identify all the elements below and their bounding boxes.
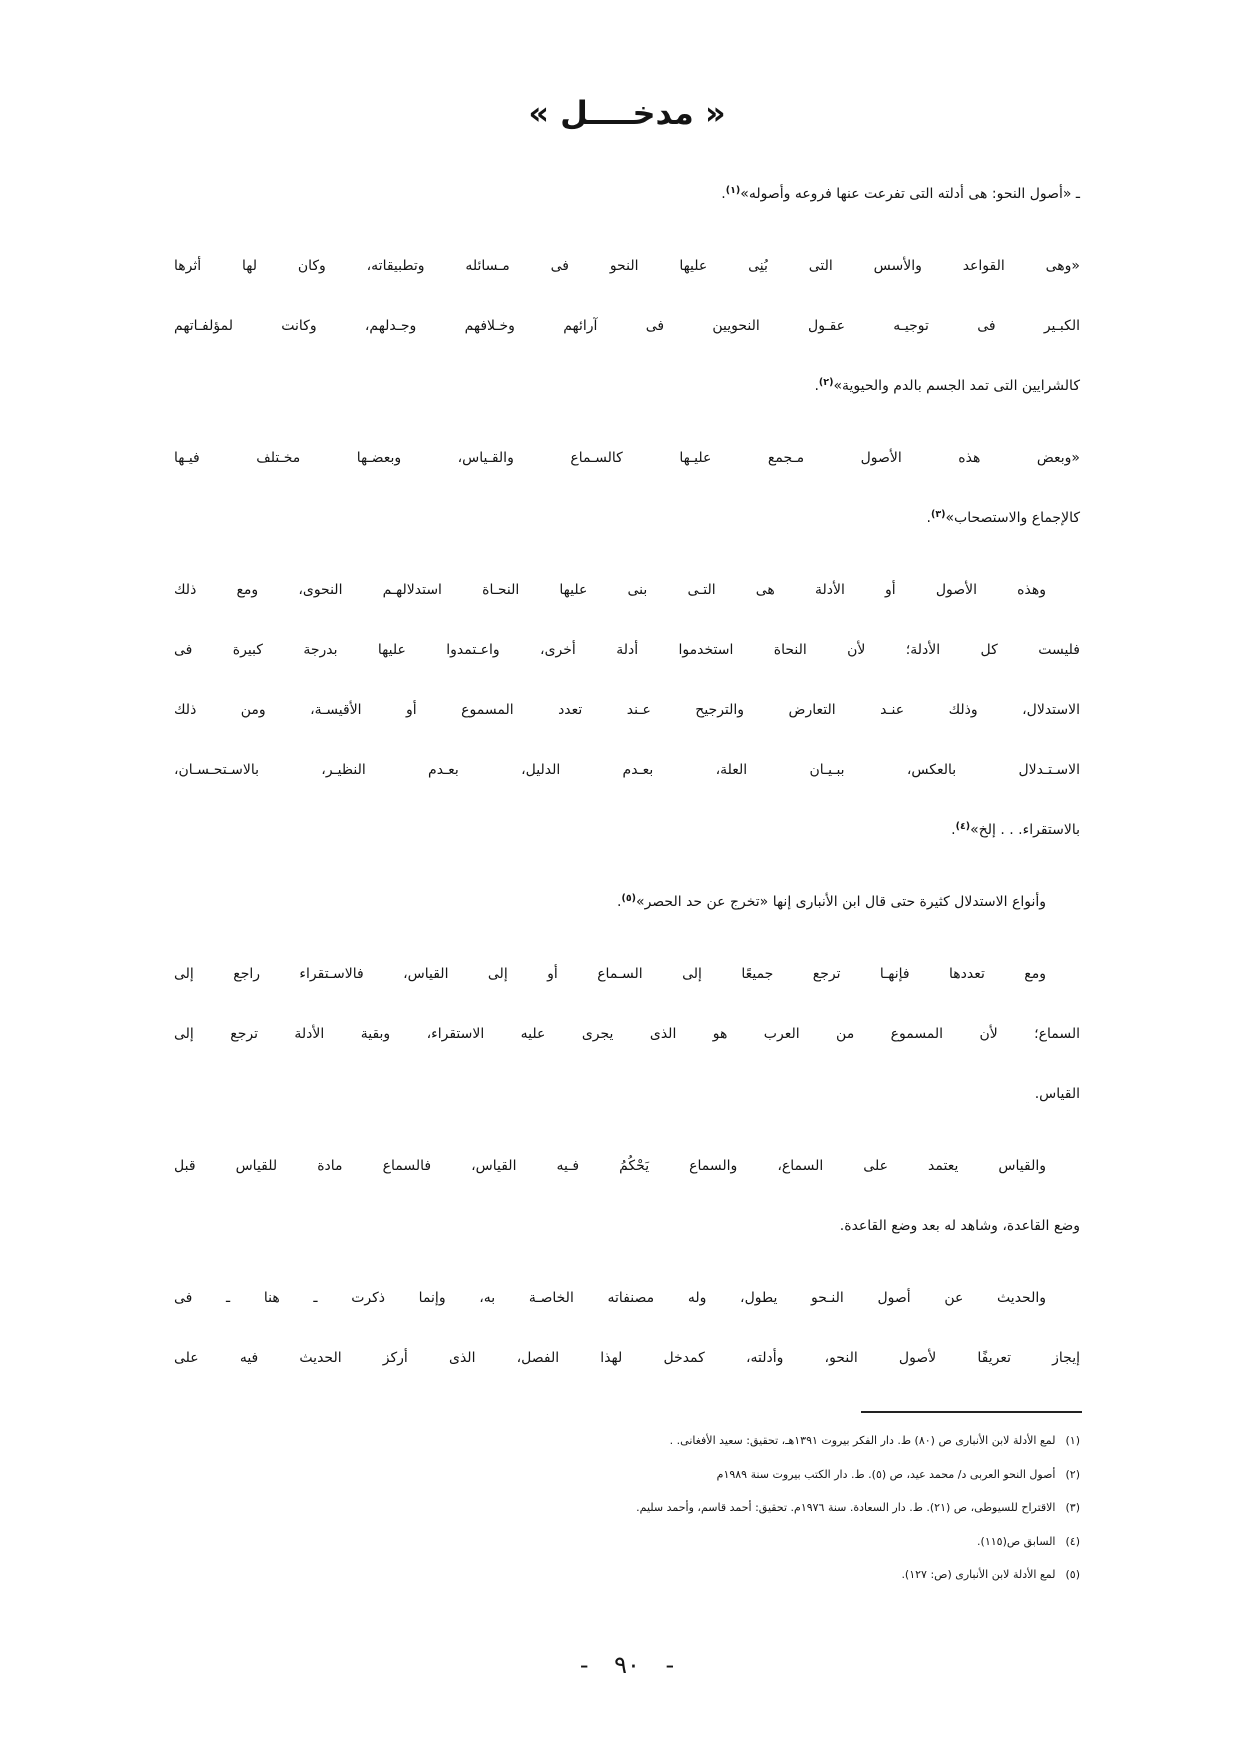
text-line: [174, 428, 1080, 488]
footnote: [174, 1491, 1080, 1525]
line-text: الكبـير فى توجيـه عقـول النحويين فى آرائهم وخـلافهم وجـدلهم، وكانت لمؤلفـاتهم: [174, 318, 1080, 334]
line-punctuation: .: [814, 378, 819, 394]
page-number: - ٩٠ -: [579, 1651, 675, 1679]
footnote-number: (٣): [1065, 1501, 1080, 1514]
footnote: [174, 1525, 1080, 1559]
line-text: بالاستقراء. . . إلخ»: [970, 822, 1080, 838]
paragraph: [174, 236, 1080, 416]
footnote-ref: (١): [725, 184, 741, 196]
footnote-text: لمع الأدلة لابن الأنبارى ص (٨٠) ط. دار الفكر بيروت ١٣٩١هـ، تحقيق: سعيد الأفغانى. .: [669, 1434, 1056, 1447]
text-line: [174, 1268, 1080, 1328]
line-text: السماع؛ لأن المسموع من العرب هو الذى يجرى عليه الاستقراء، وبقية الأدلة ترجع إلى: [174, 1026, 1080, 1042]
paragraph: [174, 1136, 1080, 1256]
line-text: «وهى القواعد والأسس التى بُنِى عليها النحو فى مـسائله وتطبيقاته، وكان لها أثرها: [174, 258, 1080, 274]
paragraph: [174, 560, 1080, 860]
line-text: وأنواع الاستدلال كثيرة حتى قال ابن الأنبارى إنها «تخرج عن حد الحصر»: [636, 894, 1046, 910]
line-text: وضع القاعدة، وشاهد له بعد وضع القاعدة.: [839, 1218, 1080, 1234]
text-line: [174, 680, 1080, 740]
text-line: [174, 1004, 1080, 1064]
footnote-text: أصول النحو العربى د/ محمد عيد، ص (٥). ط. دار الكتب بيروت سنة ١٩٨٩م: [716, 1467, 1056, 1481]
footnote-number: (٤): [1065, 1534, 1080, 1548]
line-text: ومع تعددها فإنهـا ترجع جميعًا إلى السـماع أو إلى القياس، فالاسـتقراء راجع إلى: [174, 966, 1046, 982]
footnote-number: (١): [1065, 1434, 1080, 1447]
footnote-ref: (٥): [621, 892, 636, 904]
footnote: [174, 1458, 1080, 1492]
line-text: كالشرايين التى تمد الجسم بالدم والحيوية»: [833, 378, 1080, 394]
line-punctuation: .: [951, 822, 956, 838]
text-line: [174, 560, 1080, 620]
line-punctuation: .: [926, 510, 931, 526]
body-text: [174, 164, 1080, 1388]
paragraph: [174, 872, 1080, 932]
line-text: الاستدلال، وذلك عنـد التعارض والترجيح عـند تعدد المسموع أو الأقيسـة، ومن ذلك: [174, 702, 1080, 718]
footnote-ref: (٢): [818, 376, 834, 388]
text-line: [174, 944, 1080, 1004]
text-line: [174, 236, 1080, 296]
text-line: [174, 296, 1080, 356]
text-line: [174, 872, 1080, 932]
footnote-ref: (٤): [955, 820, 971, 832]
text-line: [174, 1136, 1080, 1196]
line-text: كالإجماع والاستصحاب»: [945, 510, 1080, 526]
line-text: إيجاز تعريفًا لأصول النحو، وأدلته، كمدخل لهذا الفصل، الذى أركز الحديث فيه على: [174, 1350, 1080, 1366]
line-text: فليست كل الأدلة؛ لأن النحاة استخدموا أدلة أخرى، واعـتمدوا عليها بدرجة كبيرة فى: [174, 642, 1080, 658]
footnote-text: السابق ص(١١٥).: [977, 1534, 1056, 1548]
footnote: [174, 1558, 1080, 1592]
line-text: وهذه الأصول أو الأدلة هى التـى بنى عليها النحـاة استدلالهـم النحوى، ومع ذلك: [174, 582, 1046, 598]
paragraph: [174, 1268, 1080, 1388]
text-line: [174, 1064, 1080, 1124]
footnote: [174, 1424, 1080, 1458]
page-title: « مدخــــل »: [528, 94, 726, 132]
text-line: [174, 164, 1080, 224]
line-text: ـ «أصول النحو: هى أدلته التى تفرعت عنها فروعه وأصوله»: [740, 186, 1080, 202]
line-text: والقياس يعتمد على السماع، والسماع يَحْكُمُ فـيه القياس، فالسماع مادة للقياس قبل: [174, 1158, 1046, 1174]
footnote-ref: (٣): [930, 508, 946, 520]
line-text: والحديث عن أصول النـحو يطول، وله مصنفاته الخاصـة به، وإنما ذكرت ـ هنا ـ فى: [174, 1290, 1046, 1306]
text-line: [174, 620, 1080, 680]
text-line: [174, 488, 1080, 548]
footnote-text: الاقتراح للسيوطى، ص (٢١). ط. دار السعادة. سنة ١٩٧٦م. تحقيق: أحمد قاسم، وأحمد سليم.: [636, 1501, 1056, 1514]
text-line: [174, 800, 1080, 860]
paragraph: [174, 944, 1080, 1124]
footnotes: [174, 1424, 1080, 1592]
paragraph: [174, 428, 1080, 548]
line-text: الاسـتـدلال بالعكس، ببـيـان العلة، بعـدم الدليل، بعـدم النظيـر، بالاسـتحـسـان،: [174, 762, 1080, 778]
line-punctuation: .: [617, 894, 622, 910]
line-text: القياس.: [1034, 1086, 1080, 1102]
line-punctuation: .: [721, 186, 726, 202]
text-line: [174, 740, 1080, 800]
footnote-divider: [861, 1411, 1082, 1413]
footnote-number: (٥): [1065, 1568, 1080, 1581]
footnote-text: لمع الأدلة لابن الأنبارى (ص: ١٢٧).: [901, 1568, 1056, 1581]
footnote-number: (٢): [1065, 1467, 1080, 1481]
text-line: [174, 1328, 1080, 1388]
text-line: [174, 356, 1080, 416]
text-line: [174, 1196, 1080, 1256]
line-text: «وبعض هذه الأصول مـجمع عليـها كالسـماع والقـياس، وبعضـها مخـتلف فيـها: [174, 450, 1080, 466]
paragraph: [174, 164, 1080, 224]
